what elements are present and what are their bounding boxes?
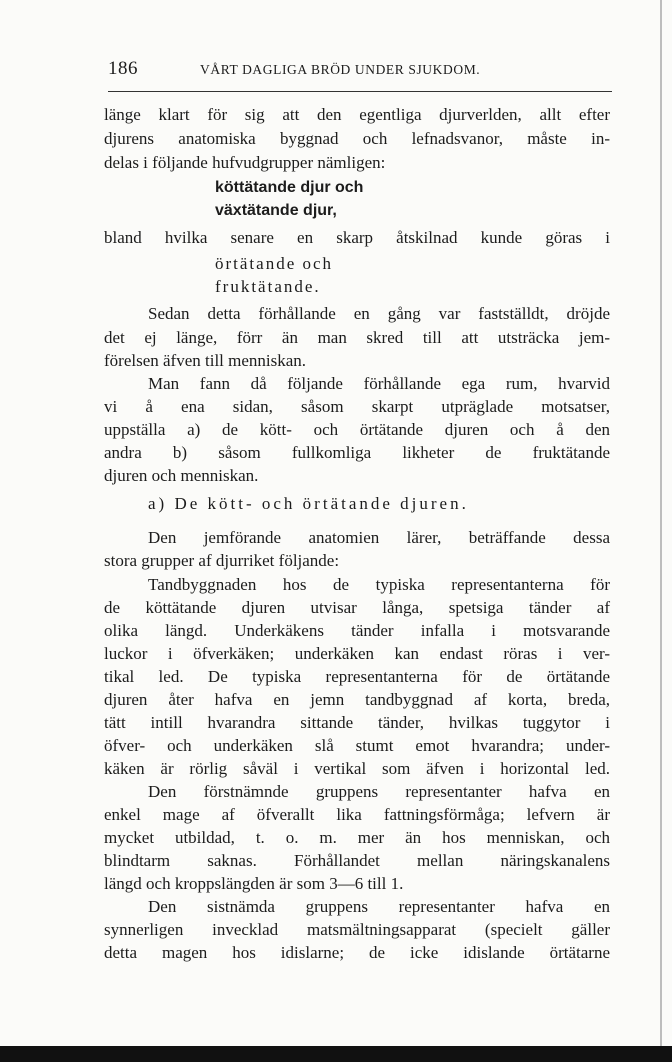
paragraph-start: Tandbyggnaden hos de typiska representanterna för [148,575,610,594]
text-line: stora grupper af djurriket följande: [104,551,340,570]
text-line: förelsen äfven till menniskan. [104,351,307,370]
page-number: 186 [108,58,138,79]
text-line: vi å ena sidan, såsom skarpt utpräglade motsatser, [104,397,610,416]
text-line: djuren åter hafva en jemn tandbyggnad af korta, breda, [104,690,610,709]
text-line: delas i följande hufvudgrupper nämligen: [104,153,386,172]
category-line-herbivores: växtätande djur, [215,202,337,219]
text-line: detta magen hos idislarne; de icke idislande örtätarne [104,943,610,962]
section-heading: a) De kött- och örtätande djuren. [148,494,469,513]
text-line: enkel mage af öfverallt lika fattningsförmåga; lefvern är [104,805,610,824]
category-line-herb-eaters: örtätande och [215,254,334,273]
text-line: djurens anatomiska byggnad och lefnadsvanor, måste in- [104,129,610,148]
text-line: olika längd. Underkäkens tänder infalla i motsvarande [104,621,610,640]
text-line: blindtarm saknas. Förhållandet mellan näringskanalens [104,851,610,870]
category-line-fruit-eaters: fruktätande. [215,277,321,296]
paragraph-start: Man fann då följande förhållande ega rum, hvarvid [148,374,610,393]
running-title: VÅRT DAGLIGA BRÖD UNDER SJUKDOM. [200,62,481,77]
text-line: det ej länge, förr än man skred till att utsträcka jem- [104,328,610,347]
text-line: käken är rörlig såväl i vertikal som äfven i horizontal led. [104,759,610,778]
text-line: de köttätande djuren utvisar långa, spetsiga tänder af [104,598,610,617]
page-edge-bottom [0,1046,672,1062]
text-line: luckor i öfverkäken; underkäken kan endast röras i ver- [104,644,610,663]
paragraph-start: Den sistnämda gruppens representanter hafva en [148,897,610,916]
text-line: uppställa a) de kött- och örtätande djuren och å den [104,420,610,439]
paragraph-start: Den jemförande anatomien lärer, beträffande dessa [148,528,610,547]
category-line-carnivores: köttätande djur och [215,179,364,196]
text-line: djuren och menniskan. [104,466,259,485]
text-line: synnerligen invecklad matsmältningsapparat (specielt gäller [104,920,610,939]
page-header [108,58,614,82]
text-line: tätt intill hvarandra sittande tänder, hvilkas tuggytor i [104,713,610,732]
text-line: andra b) såsom fullkomliga likheter de fruktätande [104,443,610,462]
text-line: tikal led. De typiska representanterna för de örtätande [104,667,610,686]
text-line: längd och kroppslängden är som 3—6 till 1. [104,874,404,893]
paragraph-start: Sedan detta förhållande en gång var fastställdt, dröjde [148,304,610,323]
paragraph-start: Den förstnämnde gruppens representanter hafva en [148,782,610,801]
page-edge-right [660,0,662,1062]
text-line: länge klart för sig att den egentliga djurverlden, allt efter [104,105,610,124]
header-rule [108,91,612,92]
text-line: bland hvilka senare en skarp åtskilnad kunde göras i [104,228,610,247]
text-line: öfver- och underkäken slå stumt emot hvarandra; under- [104,736,610,755]
text-line: mycket utbildad, t. o. m. mer än hos menniskan, och [104,828,610,847]
